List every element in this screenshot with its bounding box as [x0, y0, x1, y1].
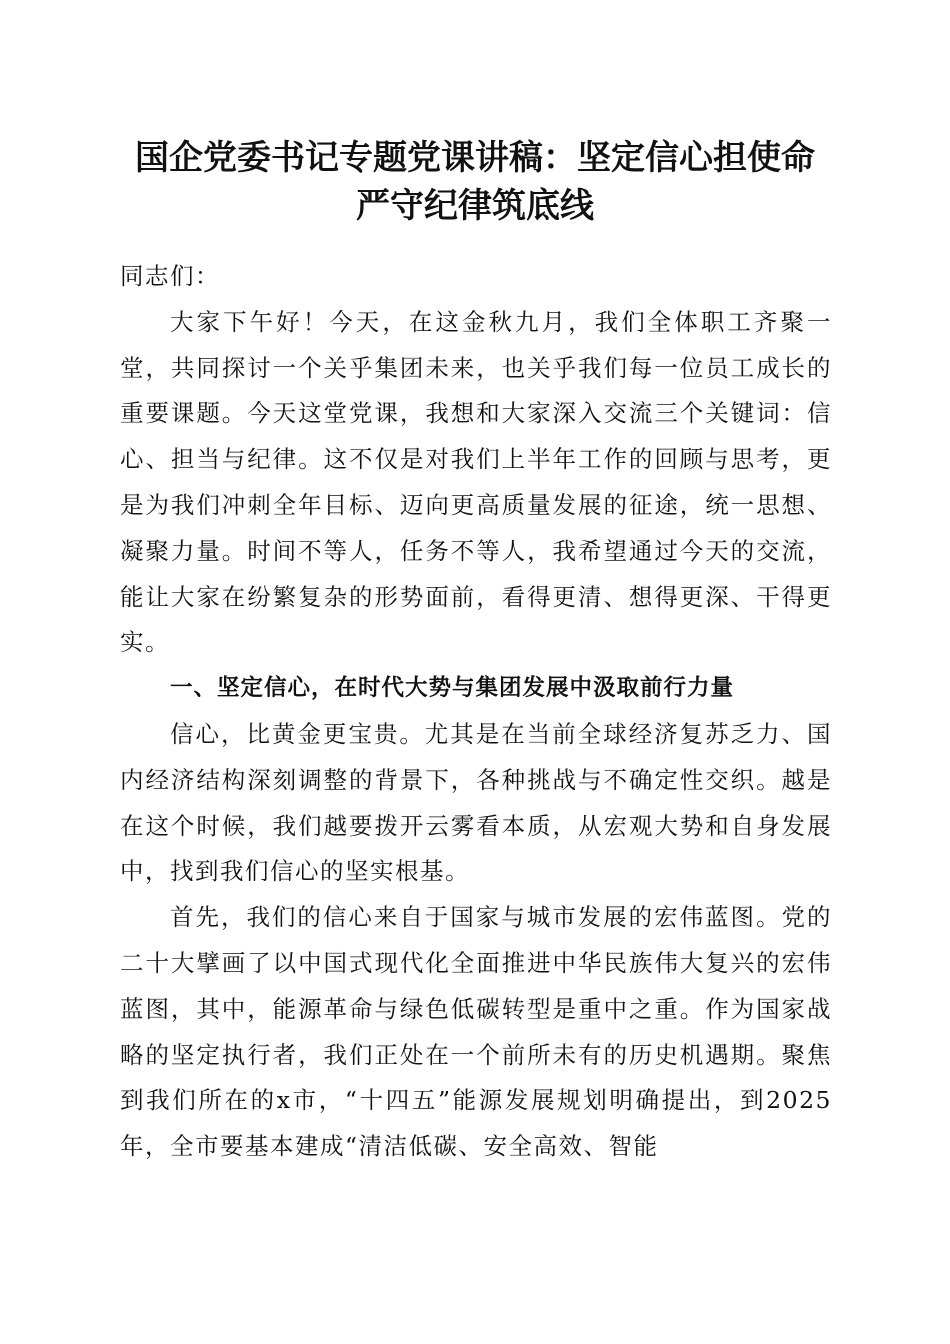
paragraph-first-point: 首先，我们的信心来自于国家与城市发展的宏伟蓝图。党的二十大擘画了以中国式现代化全面推进中华民族伟大复兴的宏伟蓝图，其中，能源革命与绿色低碳转型是重中之重。作为国家战略的坚定执行者，我们正处在一个前所未有的历史机遇期。聚焦到我们所在的x市，“十四五”能源发展规划明确提出，到2025年，全市要基本建成“清洁低碳、安全高效、智能 [120, 903, 832, 1161]
section-heading-1: 一、坚定信心，在时代大势与集团发展中汲取前行力量 [170, 675, 735, 702]
document-body [120, 254, 832, 1170]
document-title-line-1: 国企党委书记专题党课讲稿：坚定信心担使命 [135, 138, 815, 178]
paragraph-greeting: 大家下午好！今天，在这金秋九月，我们全体职工齐聚一堂，共同探讨一个关乎集团未来，也关乎我们每一位员工成长的重要课题。今天这堂党课，我想和大家深入交流三个关键词：信心、担当与纪律。这不仅是对我们上半年工作的回顾与思考，更是为我们冲刺全年目标、迈向更高质量发展的征途，统一思想、凝聚力量。时间不等人，任务不等人，我希望通过今天的交流，能让大家在纷繁复杂的形势面前，看得更清、想得更深、干得更实。 [120, 307, 832, 657]
salutation: 同志们： [120, 262, 220, 290]
paragraph-confidence: 信心，比黄金更宝贵。尤其是在当前全球经济复苏乏力、国内经济结构深刻调整的背景下，各种挑战与不确定性交织。越是在这个时候，我们越要拨开云雾看本质，从宏观大势和自身发展中，找到我们信心的坚实根基。 [120, 719, 832, 886]
document-title-line-2: 严守纪律筑底线 [356, 186, 594, 226]
